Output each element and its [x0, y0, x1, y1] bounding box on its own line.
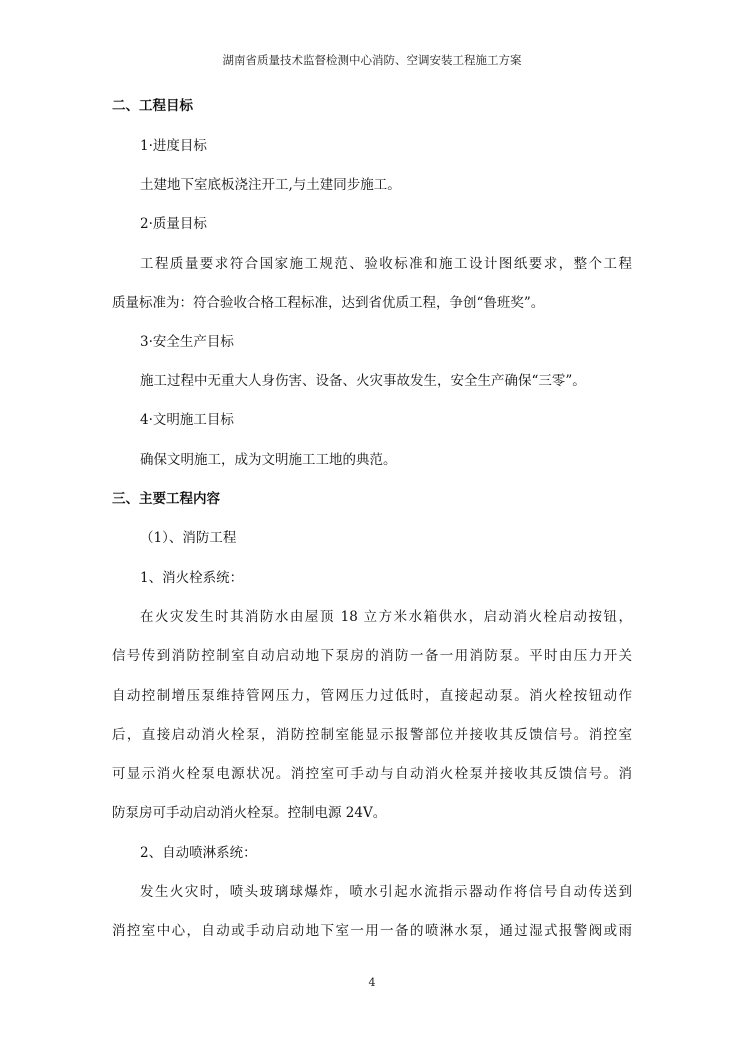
paragraph-line: 土建地下室底板浇注开工,与土建同步施工。 — [140, 177, 401, 193]
paragraph-line: 在火灾发生时其消防水由屋顶 18 立方米水箱供水，启动消火栓启动按钮， — [140, 609, 632, 625]
paragraph-line: 消控室中心，自动或手动启动地下室一用一备的喷淋水泵，通过湿式报警阀或雨 — [112, 923, 632, 939]
page-header: 湖南省质量技术监督检测中心消防、空调安装工程施工方案 — [222, 53, 522, 67]
paragraph-line: 可显示消火栓泵电源状况。消控室可手动与自动消火栓泵并接收其反馈信号。消 — [112, 766, 632, 782]
subsection-fire-protection: （1）、消防工程 — [140, 530, 237, 546]
paragraph-line: 后，直接启动消火栓泵，消防控制室能显示报警部位并接收其反馈信号。消控室 — [112, 727, 632, 743]
paragraph-line: 防泵房可手动启动消火栓泵。控制电源 24V。 — [112, 805, 387, 821]
goal-label-safety: 3·安全生产目标 — [140, 334, 234, 350]
section-heading-main-works: 三、主要工程内容 — [112, 491, 220, 507]
paragraph-line: 发生火灾时，喷头玻璃球爆炸，喷水引起水流指示器动作将信号自动传送到 — [140, 884, 632, 900]
system-label-sprinkler: 2、自动喷淋系统： — [140, 845, 257, 861]
goal-label-quality: 2·质量目标 — [140, 216, 207, 232]
paragraph-line: 信号传到消防控制室自动启动地下泵房的消防一备一用消防泵。平时由压力开关 — [112, 648, 632, 664]
paragraph-line: 自动控制增压泵维持管网压力，管网压力过低时，直接起动泵。消火栓按钮动作 — [112, 688, 632, 704]
goal-label-schedule: 1·进度目标 — [140, 138, 207, 154]
paragraph-line: 施工过程中无重大人身伤害、设备、火灾事故发生，安全生产确保“三零”。 — [140, 373, 586, 389]
goal-label-civilized: 4·文明施工目标 — [140, 412, 234, 428]
paragraph-line: 工程质量要求符合国家施工规范、验收标准和施工设计图纸要求，整个工程 — [140, 256, 632, 272]
paragraph-line: 确保文明施工，成为文明施工工地的典范。 — [140, 452, 397, 468]
paragraph-line: 质量标准为：符合验收合格工程标准，达到省优质工程，争创“鲁班奖”。 — [112, 295, 545, 311]
page-number: 4 — [368, 976, 376, 989]
system-label-hydrant: 1、消火栓系统： — [140, 570, 244, 586]
section-heading-goals: 二、工程目标 — [112, 98, 193, 114]
